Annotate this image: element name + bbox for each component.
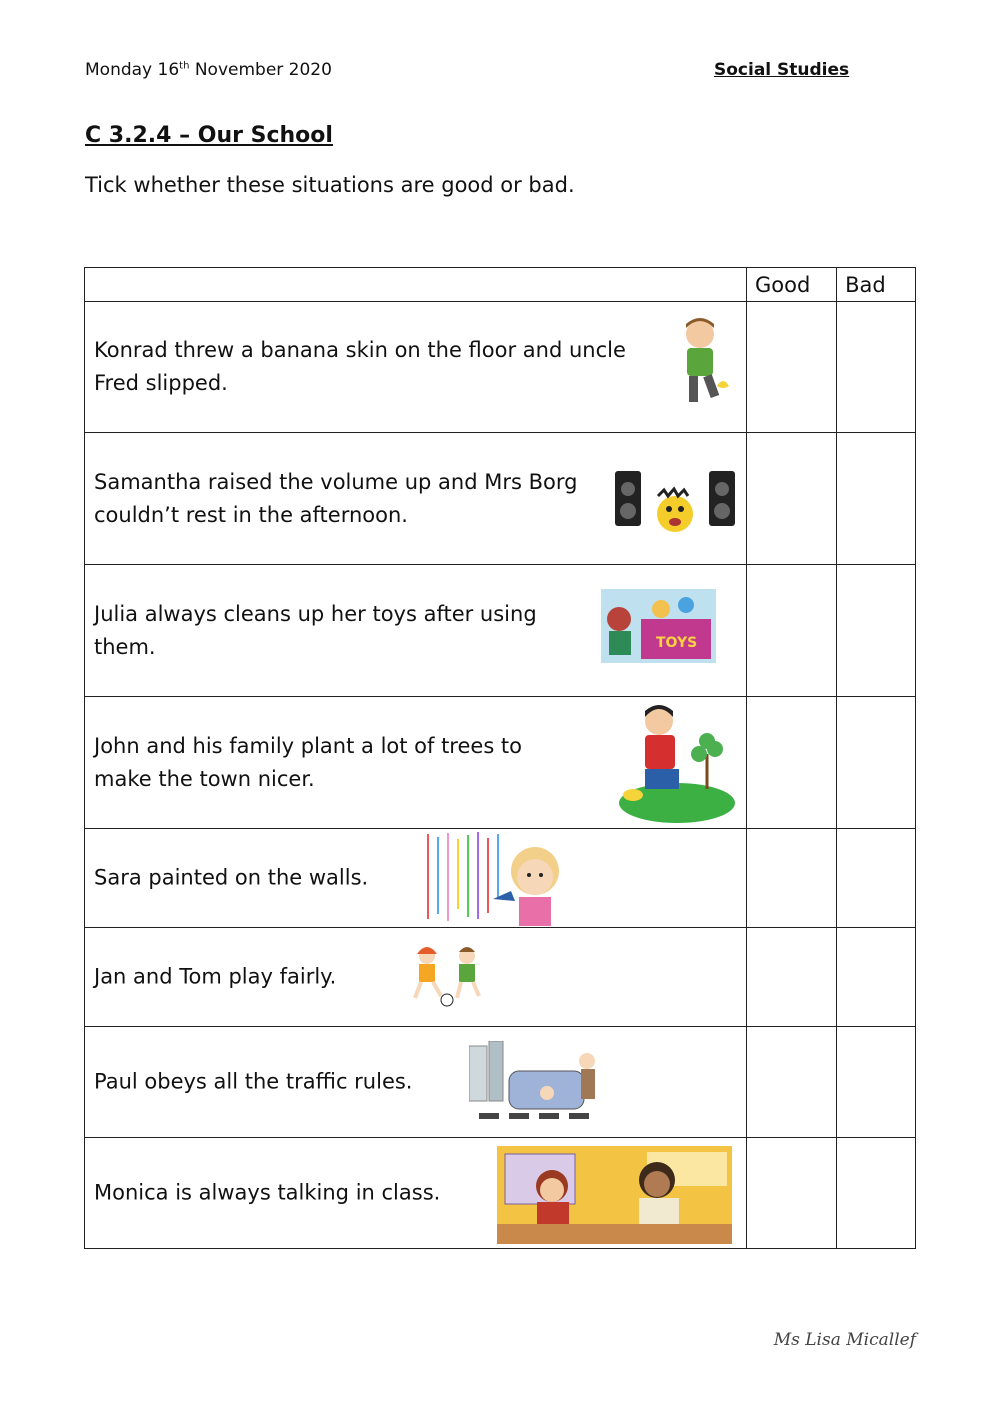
situation-cell bbox=[85, 697, 747, 829]
svg-text:TOYS: TOYS bbox=[656, 635, 698, 651]
table-row bbox=[85, 697, 916, 829]
situation-line: John and his family plant a lot of trees to bbox=[94, 733, 523, 758]
situation-text bbox=[94, 1066, 412, 1099]
table-row bbox=[85, 433, 916, 565]
situation-text bbox=[94, 961, 336, 994]
situation-line: Konrad threw a banana skin on the floor and uncle bbox=[94, 338, 626, 362]
situation-text bbox=[94, 1177, 440, 1210]
header-good: Good bbox=[747, 268, 837, 302]
page-title: C 3.2.4 – Our School bbox=[85, 123, 333, 148]
situation-text bbox=[94, 862, 368, 895]
bad-checkbox-cell[interactable] bbox=[837, 829, 916, 928]
loud-speakers-icon bbox=[613, 469, 738, 539]
bad-checkbox-cell[interactable] bbox=[837, 1138, 916, 1249]
good-checkbox-cell[interactable] bbox=[747, 1138, 837, 1249]
situation-line: Sara painted on the walls. bbox=[94, 865, 369, 890]
situation-line: make the town nicer. bbox=[94, 766, 315, 791]
bad-checkbox-cell[interactable] bbox=[837, 928, 916, 1027]
bad-checkbox-cell[interactable] bbox=[837, 697, 916, 829]
instruction-text: Tick whether these situations are good or bad. bbox=[85, 173, 575, 197]
girls-talking-in-class-icon bbox=[497, 1146, 732, 1244]
situation-line: Fred slipped. bbox=[94, 371, 228, 395]
situation-cell bbox=[85, 1027, 747, 1138]
girl-painting-walls-icon bbox=[423, 829, 573, 926]
situation-line: them. bbox=[94, 634, 156, 659]
situation-line: Samantha raised the volume up and Mrs Borg bbox=[94, 469, 578, 494]
boy-planting-tree-icon bbox=[615, 699, 737, 827]
good-checkbox-cell[interactable] bbox=[747, 433, 837, 565]
situation-line: Monica is always talking in class. bbox=[94, 1180, 441, 1205]
good-checkbox-cell[interactable] bbox=[747, 829, 837, 928]
table-row bbox=[85, 302, 916, 433]
situation-cell bbox=[85, 302, 747, 433]
pedestrian-crossing-icon bbox=[469, 1041, 614, 1131]
good-checkbox-cell[interactable] bbox=[747, 928, 837, 1027]
situation-text bbox=[94, 730, 522, 796]
bad-checkbox-cell[interactable] bbox=[837, 433, 916, 565]
situation-line: Jan and Tom play fairly. bbox=[94, 964, 337, 989]
date-rest: November 2020 bbox=[189, 60, 332, 80]
situation-text bbox=[94, 466, 577, 532]
kids-playing-football-icon bbox=[413, 946, 491, 1008]
situation-cell bbox=[85, 928, 747, 1027]
bad-checkbox-cell[interactable] bbox=[837, 302, 916, 433]
situation-line: Julia always cleans up her toys after using bbox=[94, 601, 537, 626]
author-signature: Ms Lisa Micallef bbox=[773, 1330, 916, 1350]
table-row bbox=[85, 829, 916, 928]
worksheet-table bbox=[84, 267, 916, 1249]
situation-text bbox=[94, 598, 537, 664]
good-checkbox-cell[interactable] bbox=[747, 565, 837, 697]
table-row bbox=[85, 1027, 916, 1138]
table-row bbox=[85, 928, 916, 1027]
date-day: Monday 16 bbox=[85, 60, 180, 80]
situation-cell bbox=[85, 433, 747, 565]
header-situation bbox=[85, 268, 747, 302]
situation-cell bbox=[85, 1138, 747, 1249]
bad-checkbox-cell[interactable] bbox=[837, 565, 916, 697]
table-header-row bbox=[85, 268, 916, 302]
situation-cell bbox=[85, 565, 747, 697]
situation-line: Paul obeys all the traffic rules. bbox=[94, 1069, 413, 1094]
good-checkbox-cell[interactable] bbox=[747, 302, 837, 433]
table-row bbox=[85, 1138, 916, 1249]
boy-slipping-on-banana-icon bbox=[665, 314, 735, 414]
bad-checkbox-cell[interactable] bbox=[837, 1027, 916, 1138]
situation-cell bbox=[85, 829, 747, 928]
date-ordinal: th bbox=[179, 60, 190, 72]
good-checkbox-cell[interactable] bbox=[747, 1027, 837, 1138]
date-line bbox=[85, 60, 332, 80]
situation-line: couldn’t rest in the afternoon. bbox=[94, 502, 408, 527]
subject-label: Social Studies bbox=[714, 60, 850, 80]
toy-box-icon bbox=[601, 589, 716, 663]
good-checkbox-cell[interactable] bbox=[747, 697, 837, 829]
table-row bbox=[85, 565, 916, 697]
header-bad: Bad bbox=[837, 268, 916, 302]
situation-text bbox=[94, 334, 626, 400]
